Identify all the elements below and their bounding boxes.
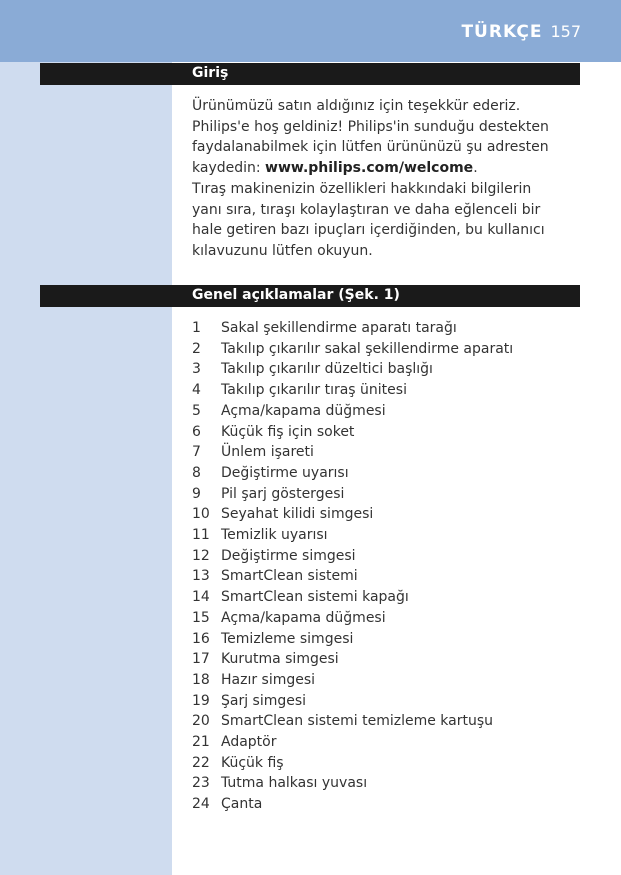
intro-line: hale getiren bazı ipuçları içerdiğinden, bu kullanıcı xyxy=(192,222,545,239)
parts-list-item-text: Açma/kapama düğmesi xyxy=(221,609,386,626)
parts-list-item-number: 13 xyxy=(192,568,210,585)
parts-list-item-number: 9 xyxy=(192,485,201,502)
parts-list-item-text: SmartClean sistemi kapağı xyxy=(221,589,409,606)
parts-list-item xyxy=(192,484,582,505)
language-title: TÜRKÇE xyxy=(461,22,543,42)
intro-paragraph xyxy=(192,96,572,262)
parts-list-item-text: Çanta xyxy=(221,796,263,813)
parts-list-item xyxy=(192,587,582,608)
parts-list-item-text: Açma/kapama düğmesi xyxy=(221,402,386,419)
parts-list-item-text: Temizlik uyarısı xyxy=(221,527,328,544)
parts-list xyxy=(192,318,582,815)
page-header xyxy=(461,22,581,42)
parts-list-item-text: Değiştirme simgesi xyxy=(221,547,356,564)
parts-list-item xyxy=(192,629,582,650)
section-heading-intro-label: Giriş xyxy=(192,65,229,81)
parts-list-item-number: 14 xyxy=(192,589,210,606)
parts-list-item-number: 17 xyxy=(192,651,210,668)
parts-list-item xyxy=(192,442,582,463)
section-heading-general xyxy=(40,285,580,307)
parts-list-item xyxy=(192,649,582,670)
header-band xyxy=(0,0,621,62)
parts-list-item-number: 4 xyxy=(192,382,201,399)
parts-list-item-number: 10 xyxy=(192,506,210,523)
parts-list-item-text: Değiştirme uyarısı xyxy=(221,464,349,481)
parts-list-item xyxy=(192,422,582,443)
page-number: 157 xyxy=(550,22,581,41)
parts-list-item-number: 3 xyxy=(192,361,201,378)
welcome-url: www.philips.com/welcome xyxy=(265,160,474,177)
parts-list-item-text: Hazır simgesi xyxy=(221,671,316,688)
parts-list-item xyxy=(192,504,582,525)
parts-list-item-number: 23 xyxy=(192,775,210,792)
intro-line: Tıraş makinenizin özellikleri hakkındaki bilgilerin xyxy=(192,180,532,197)
parts-list-item-number: 21 xyxy=(192,734,210,751)
parts-list-item xyxy=(192,773,582,794)
parts-list-item-number: 7 xyxy=(192,444,201,461)
parts-list-item-number: 20 xyxy=(192,713,210,730)
parts-list-item-number: 19 xyxy=(192,692,210,709)
parts-list-item-text: SmartClean sistemi xyxy=(221,568,358,585)
parts-list-item-text: Takılıp çıkarılır düzeltici başlığı xyxy=(221,361,433,378)
parts-list-item xyxy=(192,380,582,401)
parts-list-item xyxy=(192,463,582,484)
intro-line: yanı sıra, tıraşı kolaylaştıran ve daha eğlenceli bir xyxy=(192,201,541,218)
parts-list-item-text: SmartClean sistemi temizleme kartuşu xyxy=(221,713,493,730)
parts-list-item xyxy=(192,794,582,815)
parts-list-item-text: Takılıp çıkarılır sakal şekillendirme aparatı xyxy=(221,340,514,357)
parts-list-item-text: Seyahat kilidi simgesi xyxy=(221,506,374,523)
intro-line: faydalanabilmek için lütfen ürününüzü şu adresten xyxy=(192,139,549,156)
parts-list-item xyxy=(192,732,582,753)
section-heading-intro xyxy=(40,63,580,85)
parts-list-item-number: 11 xyxy=(192,527,210,544)
parts-list-item xyxy=(192,711,582,732)
parts-list-item-number: 16 xyxy=(192,630,210,647)
parts-list-item xyxy=(192,525,582,546)
parts-list-item xyxy=(192,753,582,774)
register-prefix: kaydedin: xyxy=(192,160,266,177)
parts-list-item xyxy=(192,608,582,629)
parts-list-item-text: Küçük fiş için soket xyxy=(221,423,355,440)
parts-list-item-number: 5 xyxy=(192,402,201,419)
parts-list-item-text: Şarj simgesi xyxy=(221,692,307,709)
parts-list-item-number: 6 xyxy=(192,423,201,440)
parts-list-item-number: 15 xyxy=(192,609,210,626)
left-margin-band xyxy=(0,0,172,875)
parts-list-item xyxy=(192,339,582,360)
parts-list-item-number: 12 xyxy=(192,547,210,564)
intro-line: Ürünümüzü satın aldığınız için teşekkür ederiz. xyxy=(192,98,521,114)
parts-list-item-text: Ünlem işareti xyxy=(221,444,314,461)
parts-list-item-text: Tutma halkası yuvası xyxy=(221,775,368,792)
intro-line: kılavuzunu lütfen okuyun. xyxy=(192,242,373,259)
parts-list-item xyxy=(192,566,582,587)
parts-list-item xyxy=(192,670,582,691)
parts-list-item-text: Pil şarj göstergesi xyxy=(221,485,345,502)
intro-line-register xyxy=(192,158,572,179)
parts-list-item-number: 18 xyxy=(192,671,210,688)
parts-list-item-text: Takılıp çıkarılır tıraş ünitesi xyxy=(221,382,407,399)
parts-list-item-text: Sakal şekillendirme aparatı tarağı xyxy=(221,320,457,336)
parts-list-item xyxy=(192,359,582,380)
intro-line: Philips'e hoş geldiniz! Philips'in sunduğu destekten xyxy=(192,118,549,135)
parts-list-item xyxy=(192,546,582,567)
parts-list-item-number: 1 xyxy=(192,320,201,336)
parts-list-item xyxy=(192,691,582,712)
parts-list-item-number: 2 xyxy=(192,340,201,357)
parts-list-item xyxy=(192,318,582,339)
parts-list-item xyxy=(192,401,582,422)
parts-list-item-text: Adaptör xyxy=(221,734,277,751)
register-suffix: . xyxy=(473,160,478,177)
parts-list-item-text: Küçük fiş xyxy=(221,754,284,771)
parts-list-item-text: Kurutma simgesi xyxy=(221,651,339,668)
parts-list-item-number: 24 xyxy=(192,796,210,813)
section-heading-general-label: Genel açıklamalar (Şek. 1) xyxy=(192,287,400,303)
parts-list-item-number: 8 xyxy=(192,464,201,481)
parts-list-item-number: 22 xyxy=(192,754,210,771)
parts-list-item-text: Temizleme simgesi xyxy=(221,630,354,647)
